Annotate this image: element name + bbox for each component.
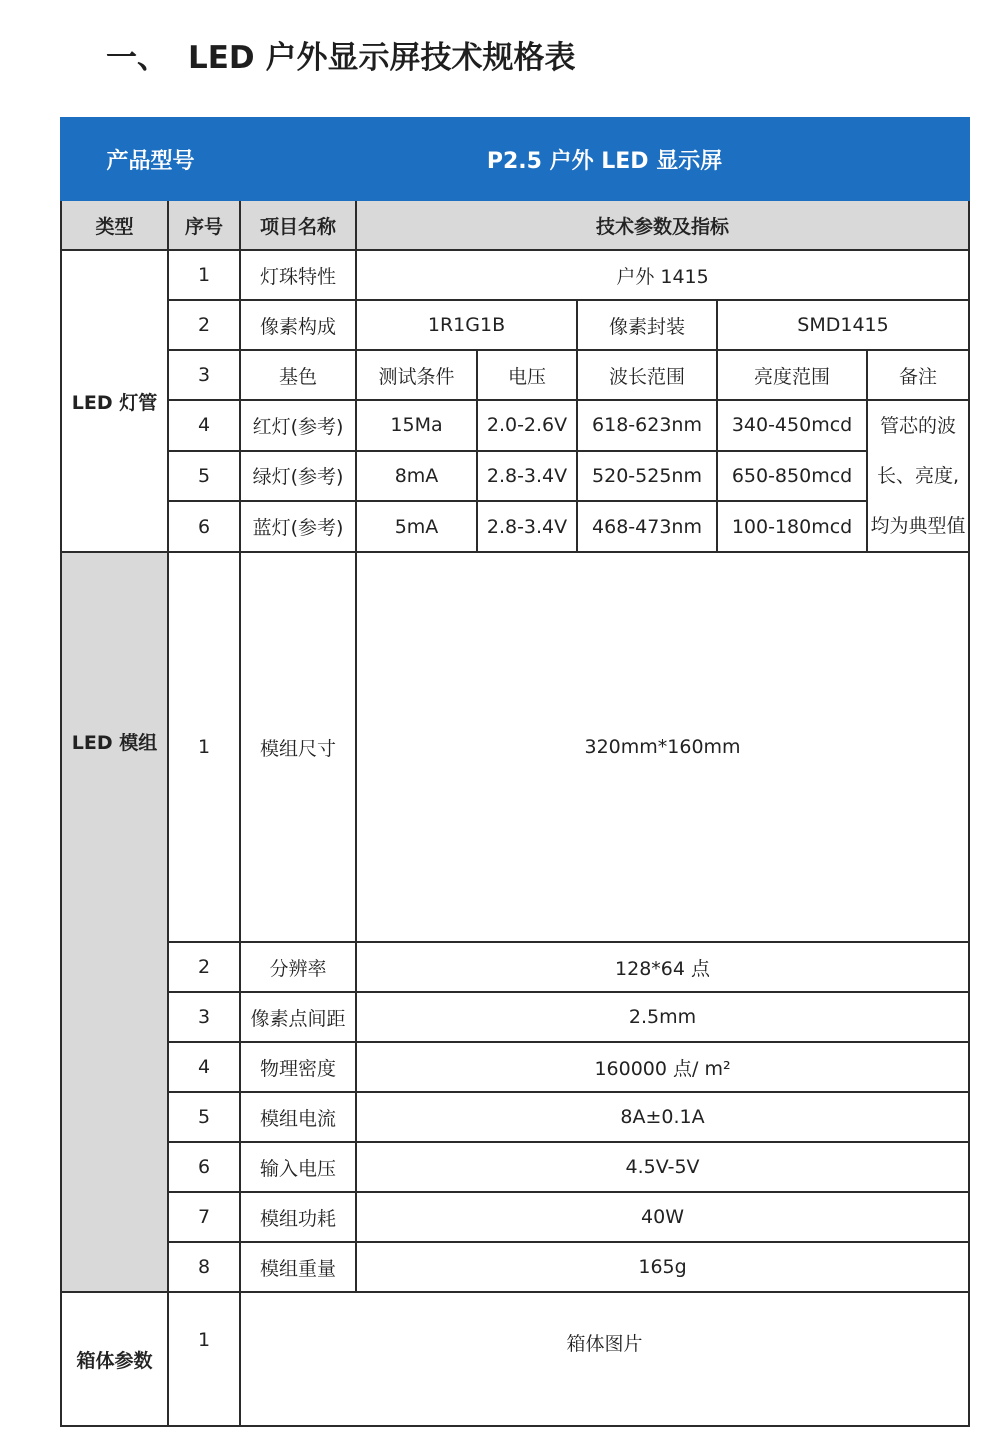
spec-value: 1R1G1B (356, 300, 577, 350)
sub-header-wavelength: 波长范围 (577, 350, 717, 400)
product-row (61, 118, 969, 200)
seq-cell: 3 (168, 992, 240, 1042)
table-row (61, 1192, 969, 1242)
item-cell: 像素构成 (240, 300, 356, 350)
seq-cell: 1 (168, 250, 240, 300)
remark-note (867, 400, 969, 552)
col-type-header: 类型 (61, 200, 168, 250)
product-value: P2.5 户外 LED 显示屏 (240, 118, 969, 200)
col-seq-header: 序号 (168, 200, 240, 250)
condition-cell: 15Ma (356, 400, 477, 451)
item-cell: 分辨率 (240, 942, 356, 992)
table-row (61, 400, 969, 451)
voltage-cell: 2.8-3.4V (477, 501, 577, 552)
table-row (61, 451, 969, 502)
spec-value: 160000 点/ m² (356, 1042, 969, 1092)
item-cell: 绿灯(参考) (240, 451, 356, 502)
wavelength-cell: 618-623nm (577, 400, 717, 451)
condition-cell: 8mA (356, 451, 477, 502)
brightness-cell: 650-850mcd (717, 451, 867, 502)
spec-label: 像素封装 (577, 300, 717, 350)
table-row (61, 300, 969, 350)
cabinet-image-label: 箱体图片 (240, 1292, 969, 1426)
page-title (106, 36, 575, 80)
remark-line: 均为典型值 (870, 515, 966, 537)
seq-cell: 5 (168, 451, 240, 502)
item-cell: 模组功耗 (240, 1192, 356, 1242)
item-cell: 模组电流 (240, 1092, 356, 1142)
table-row (61, 992, 969, 1042)
section-title: LED 户外显示屏技术规格表 (188, 40, 576, 76)
col-spec-header: 技术参数及指标 (356, 200, 969, 250)
seq-cell: 4 (168, 1042, 240, 1092)
seq-cell: 1 (168, 1292, 240, 1426)
voltage-cell: 2.0-2.6V (477, 400, 577, 451)
spec-value: 户外 1415 (356, 250, 969, 300)
table-row (61, 1292, 969, 1426)
item-cell: 输入电压 (240, 1142, 356, 1192)
remark-line: 长、亮度, (877, 465, 960, 487)
spec-value: 8A±0.1A (356, 1092, 969, 1142)
category-label: LED 模组 (71, 731, 158, 754)
wavelength-cell: 520-525nm (577, 451, 717, 502)
table-row (61, 1042, 969, 1092)
seq-cell: 3 (168, 350, 240, 400)
table-row (61, 501, 969, 552)
sub-header-condition: 测试条件 (356, 350, 477, 400)
seq-cell: 2 (168, 300, 240, 350)
category-cabinet: 箱体参数 (61, 1292, 168, 1426)
seq-cell: 4 (168, 400, 240, 451)
spec-value: SMD1415 (717, 300, 969, 350)
category-led-module (61, 552, 168, 1292)
module-size-value: 320mm*160mm (356, 552, 969, 942)
brightness-cell: 100-180mcd (717, 501, 867, 552)
brightness-cell: 340-450mcd (717, 400, 867, 451)
item-cell: 像素点间距 (240, 992, 356, 1042)
item-cell: 模组重量 (240, 1242, 356, 1292)
seq-cell: 7 (168, 1192, 240, 1242)
column-header-row (61, 200, 969, 250)
voltage-cell: 2.8-3.4V (477, 451, 577, 502)
spec-value: 165g (356, 1242, 969, 1292)
spec-value: 4.5V-5V (356, 1142, 969, 1192)
item-cell: 模组尺寸 (240, 552, 356, 942)
category-led-tube: LED 灯管 (61, 250, 168, 552)
spec-value: 2.5mm (356, 992, 969, 1042)
item-cell: 灯珠特性 (240, 250, 356, 300)
seq-cell: 1 (168, 552, 240, 942)
sub-header-voltage: 电压 (477, 350, 577, 400)
spec-value: 128*64 点 (356, 942, 969, 992)
spec-value: 40W (356, 1192, 969, 1242)
seq-cell: 5 (168, 1092, 240, 1142)
section-number: 一、 (106, 40, 168, 76)
remark-line: 管芯的波 (880, 415, 957, 437)
seq-cell: 6 (168, 501, 240, 552)
seq-cell: 2 (168, 942, 240, 992)
item-cell: 蓝灯(参考) (240, 501, 356, 552)
table-row (61, 942, 969, 992)
seq-cell: 6 (168, 1142, 240, 1192)
item-cell: 物理密度 (240, 1042, 356, 1092)
sub-header-brightness: 亮度范围 (717, 350, 867, 400)
table-row (61, 1242, 969, 1292)
table-row (61, 552, 969, 942)
col-item-header: 项目名称 (240, 200, 356, 250)
table-row (61, 350, 969, 400)
seq-cell: 8 (168, 1242, 240, 1292)
spec-table (60, 117, 970, 1427)
product-label: 产品型号 (61, 118, 240, 200)
condition-cell: 5mA (356, 501, 477, 552)
wavelength-cell: 468-473nm (577, 501, 717, 552)
table-row (61, 250, 969, 300)
item-cell: 基色 (240, 350, 356, 400)
sub-header-remark: 备注 (867, 350, 969, 400)
item-cell: 红灯(参考) (240, 400, 356, 451)
table-row (61, 1142, 969, 1192)
table-row (61, 1092, 969, 1142)
